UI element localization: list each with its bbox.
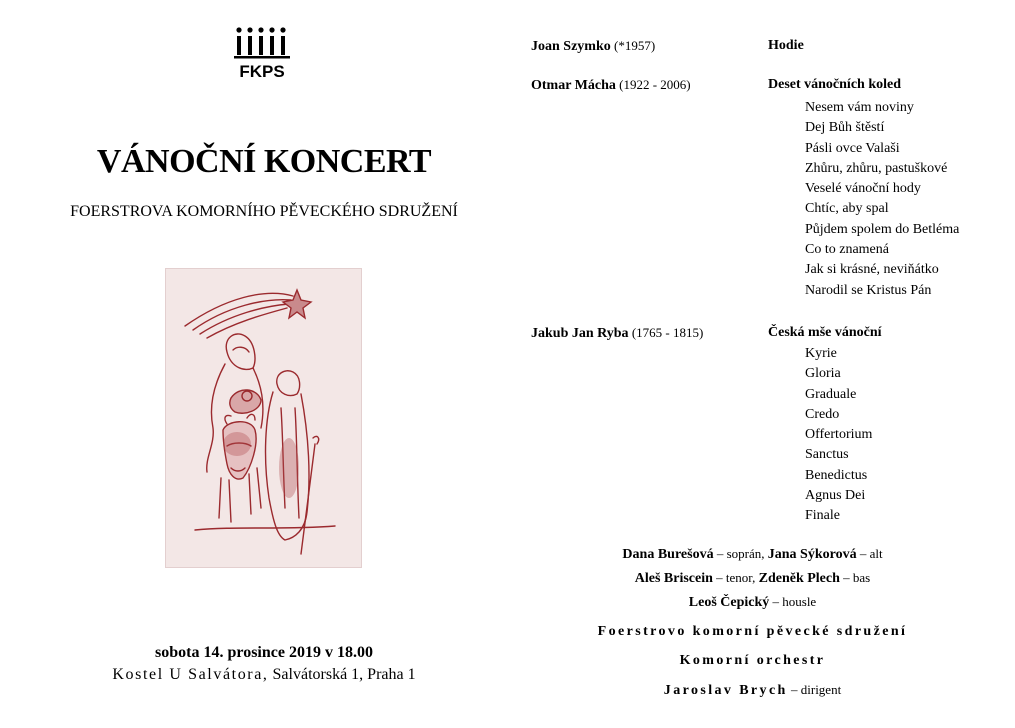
performer-name: Leoš Čepický [688, 595, 770, 610]
composer-3-years: (1765 - 1815) [628, 325, 704, 340]
list-item: Offertorium [805, 427, 873, 443]
list-item: Co to znamená [805, 242, 889, 258]
list-item: Nesem vám noviny [805, 100, 914, 115]
logo-text: FKPS [239, 62, 285, 80]
work-1: Hodie [768, 38, 804, 53]
list-item: Finale [805, 508, 840, 524]
list-item: Benedictus [805, 467, 868, 483]
conductor-line [510, 682, 995, 699]
performer-name: Jana Sýkorová [767, 547, 857, 562]
performer-name: Aleš Briscein [634, 571, 713, 586]
venue-name: Kostel U Salvátora, [112, 666, 269, 683]
list-item: Gloria [805, 366, 841, 382]
performer-name: Zdeněk Plech [758, 571, 840, 586]
composer-3: Jakub Jan Ryba (1765 - 1815) [531, 325, 704, 341]
composer-1: Joan Szymko (*1957) [531, 38, 656, 54]
performer-role: – soprán, [713, 546, 768, 561]
event-date: sobota 14. prosince 2019 v 18.00 [155, 644, 373, 661]
page-title: VÁNOČNÍ KONCERT [96, 143, 432, 180]
composer-1-years: (*1957) [610, 38, 656, 53]
work-2: Deset vánočních koled [768, 77, 901, 92]
list-item: Narodil se Kristus Pán [805, 282, 932, 298]
list-item: Sanctus [805, 447, 849, 463]
work-2-movements [805, 98, 959, 301]
venue-address: Salvátorská 1, Praha 1 [268, 666, 416, 683]
performer-role: – housle [769, 594, 817, 609]
list-item: Veselé vánoční hody [805, 181, 921, 197]
list-item: Pásli ovce Valaši [805, 140, 900, 156]
list-item: Zhůru, zhůru, pastuškové [805, 160, 948, 176]
soloists-line-3 [510, 594, 995, 611]
performer-name: Dana Burešová [622, 547, 714, 562]
composer-2: Otmar Mácha (1922 - 2006) [531, 77, 691, 93]
list-item: Jak si krásné, neviňátko [805, 262, 939, 278]
fkps-logo [234, 26, 294, 80]
performer-role: – tenor, [712, 570, 759, 585]
list-item: Dej Bůh štěstí [805, 120, 885, 136]
performer-role: – bas [839, 570, 871, 585]
work-3: Česká mše vánoční [768, 325, 882, 340]
work-3-movements [805, 344, 872, 527]
conductor-role: – dirigent [787, 682, 842, 697]
conductor-name: Jaroslav Brych [663, 683, 788, 698]
list-item: Půjdem spolem do Betléma [805, 221, 960, 237]
soloists-line-2 [510, 570, 995, 587]
composer-2-years: (1922 - 2006) [615, 77, 691, 92]
list-item: Graduale [805, 386, 857, 402]
soloists-line-1 [510, 546, 995, 563]
orchestra-name: Komorní orchestr [679, 653, 826, 668]
page-subtitle: FOERSTROVA KOMORNÍHO PĚVECKÉHO SDRUŽENÍ [70, 203, 458, 220]
choir-name: Foerstrovo komorní pěvecké sdružení [597, 624, 908, 639]
nativity-etching [165, 268, 362, 568]
list-item: Agnus Dei [805, 488, 866, 504]
list-item: Chtíc, aby spal [805, 201, 889, 217]
list-item: Kyrie [805, 346, 837, 361]
event-venue [0, 666, 528, 684]
list-item: Credo [805, 406, 840, 422]
performer-role: – alt [856, 546, 883, 561]
